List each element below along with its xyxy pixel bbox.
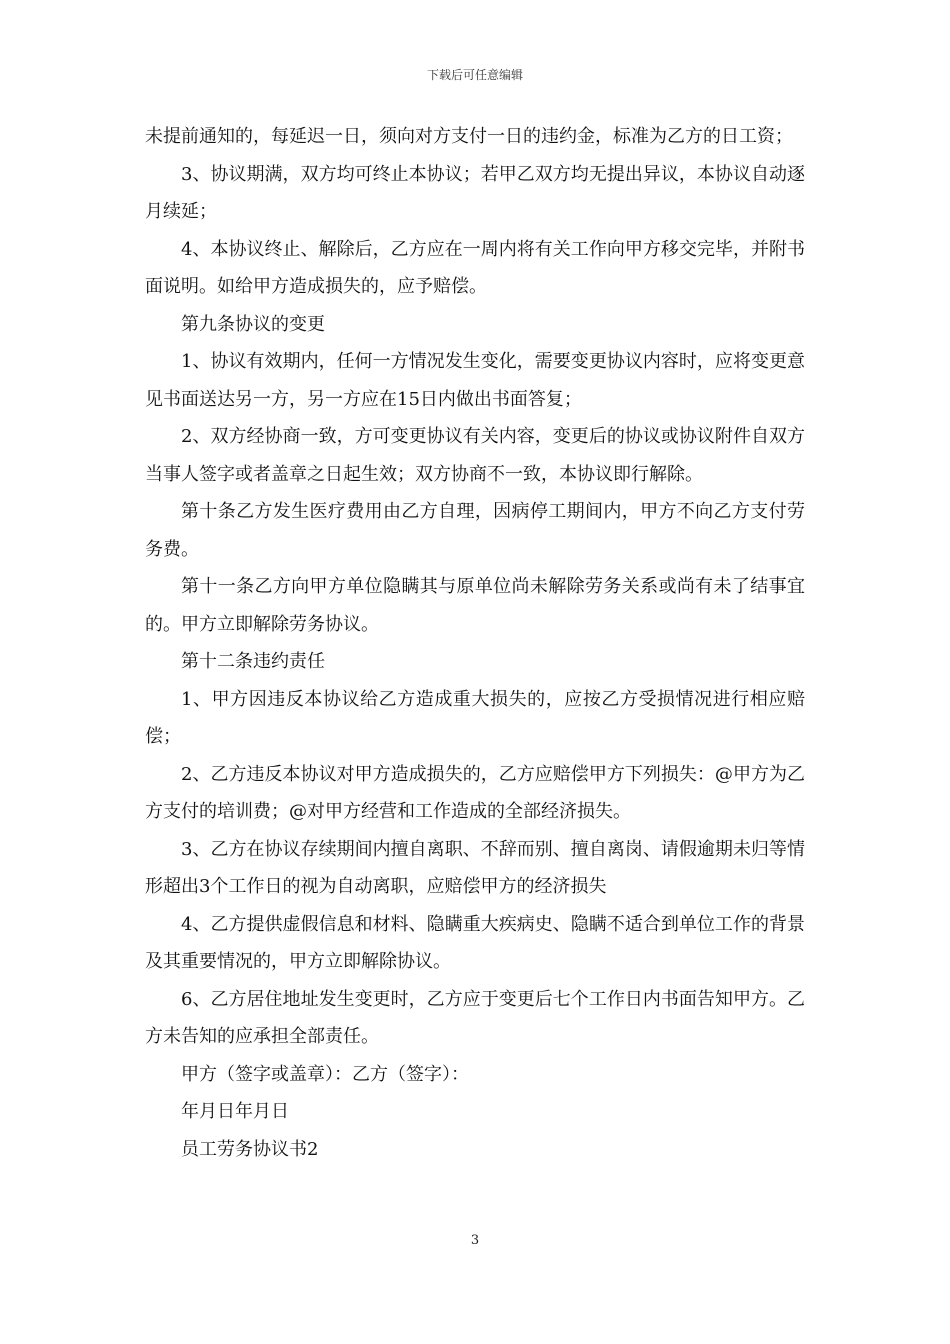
section-heading: 第十二条违约责任 — [181, 651, 325, 672]
document-subtitle: 员工劳务协议书2 — [181, 1138, 319, 1160]
page-header: 下载后可任意编辑 — [426, 68, 523, 82]
paragraph: 未提前通知的，每延迟一日，须向对方支付一日的违约金，标准为乙方的日工资； — [145, 126, 793, 147]
signature-line: 甲方（签字或盖章）：乙方（签字）： — [181, 1063, 469, 1085]
page-number: 3 — [470, 1233, 480, 1248]
paragraph: 第十一条乙方向甲方单位隐瞒其与原单位尚未解除劳务关系或尚有未了结事宜的。甲方立即解除劳务协议。 — [145, 576, 805, 635]
document-body — [145, 118, 805, 1168]
paragraph: 3、乙方在协议存续期间内擅自离职、不辞而别、擅自离岗、请假逾期未归等情形超出3个工作日的视为自动离职，应赔偿甲方的经济损失 — [145, 838, 805, 897]
paragraph: 2、双方经协商一致，方可变更协议有关内容，变更后的协议或协议附件自双方当事人签字或者盖章之日起生效；双方协商不一致，本协议即行解除。 — [145, 426, 805, 485]
paragraph: 4、本协议终止、解除后，乙方应在一周内将有关工作向甲方移交完毕，并附书面说明。如给甲方造成损失的，应予赔偿。 — [145, 238, 805, 297]
section-heading: 第九条协议的变更 — [181, 313, 325, 335]
paragraph: 4、乙方提供虚假信息和材料、隐瞒重大疾病史、隐瞒不适合到单位工作的背景及其重要情况的，甲方立即解除协议。 — [145, 913, 805, 972]
paragraph: 1、甲方因违反本协议给乙方造成重大损失的，应按乙方受损情况进行相应赔偿； — [145, 688, 805, 747]
paragraph: 2、乙方违反本协议对甲方造成损失的，乙方应赔偿甲方下列损失：@甲方为乙方支付的培训费；@对甲方经营和工作造成的全部经济损失。 — [145, 763, 805, 822]
paragraph: 6、乙方居住地址发生变更时，乙方应于变更后七个工作日内书面告知甲方。乙方未告知的应承担全部责任。 — [145, 988, 805, 1047]
paragraph: 1、协议有效期内，任何一方情况发生变化，需要变更协议内容时，应将变更意见书面送达另一方，另一方应在15日内做出书面答复； — [145, 351, 805, 410]
date-line: 年月日年月日 — [181, 1101, 289, 1122]
paragraph: 3、协议期满，双方均可终止本协议；若甲乙双方均无提出异议，本协议自动逐月续延； — [145, 163, 805, 222]
paragraph: 第十条乙方发生医疗费用由乙方自理，因病停工期间内，甲方不向乙方支付劳务费。 — [145, 501, 805, 560]
